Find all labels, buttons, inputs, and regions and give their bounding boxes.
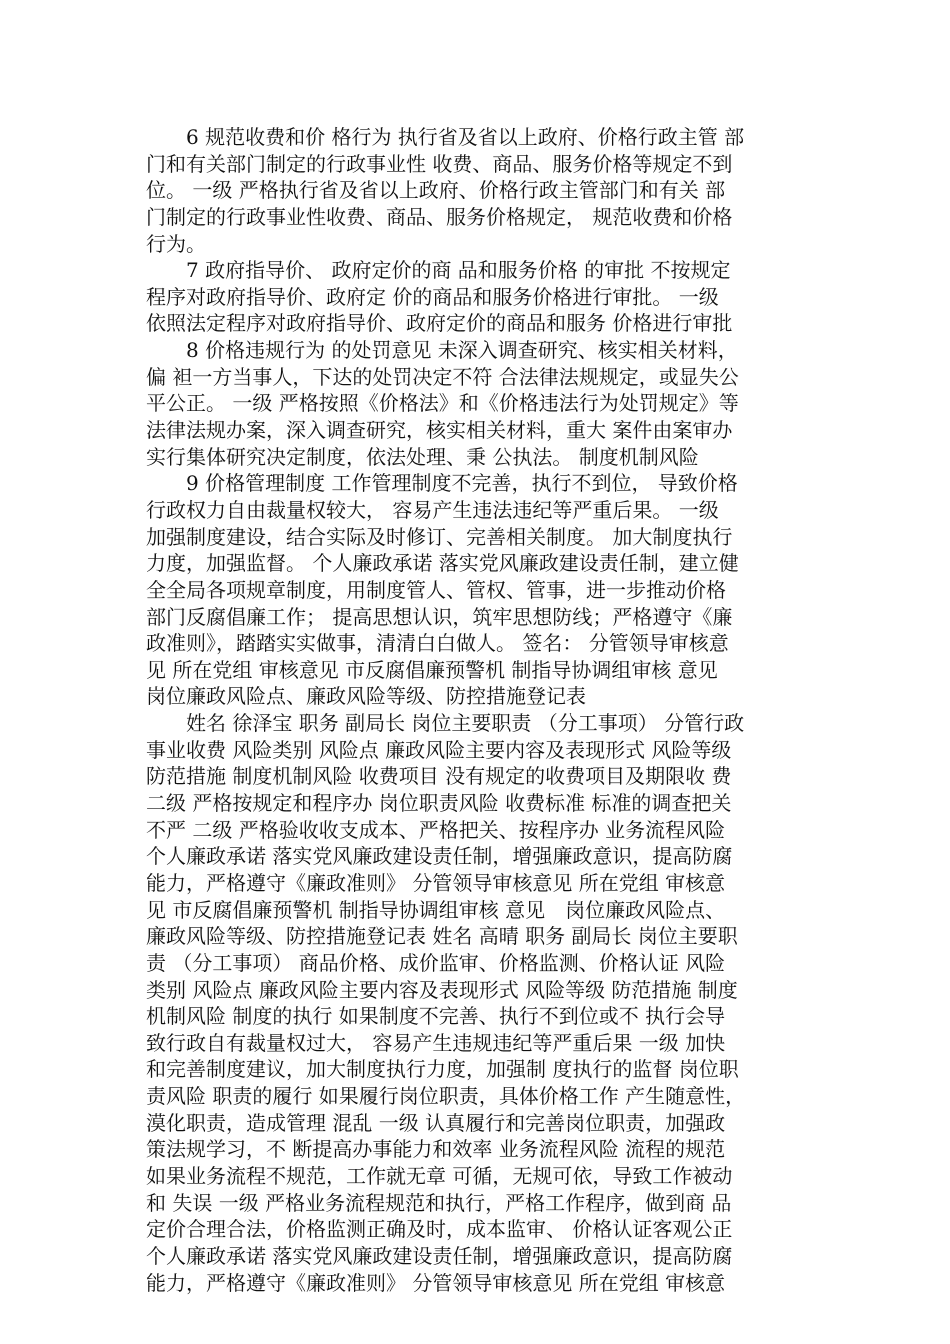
- text-line: 个人廉政承诺 落实党风廉政建设责任制，增强廉政意识，提高防腐: [146, 1243, 733, 1268]
- text-line: 漠化职责，造成管理 混乱 一级 认真履行和完善岗位职责，加强政: [146, 1110, 726, 1135]
- text-line: 全全局各项规章制度，用制度管人、管权、管事，进一步推动价格: [146, 577, 726, 602]
- text-line: 个人廉政承诺 落实党风廉政建设责任制，增强廉政意识，提高防腐: [146, 844, 733, 869]
- text-line: 能力，严格遵守《廉政准则》 分管领导审核意见 所在党组 审核意: [146, 870, 726, 895]
- text-line: 类别 风险点 廉政风险主要内容及表现形式 风险等级 防范措施 制度: [146, 977, 738, 1002]
- text-line: 不严 二级 严格验收收支成本、严格把关、按程序办 业务流程风险: [146, 817, 726, 842]
- text-line: 8 价格违规行为 的处罚意见 未深入调查研究、核实相关材料，: [146, 338, 738, 363]
- text-line: 责风险 职责的履行 如果履行岗位职责，具体价格工作 产生随意性，: [146, 1084, 746, 1109]
- text-line: 7 政府指导价、 政府定价的商 品和服务价格 的审批 不按规定: [146, 258, 731, 283]
- text-line: 廉政风险等级、防控措施登记表 姓名 高晴 职务 副局长 岗位主要职: [146, 924, 738, 949]
- text-line: 和 失误 一级 严格业务流程规范和执行，严格工作程序，做到商 品: [146, 1190, 732, 1215]
- text-line: 致行政自有裁量权过大， 容易产生违规违纪等严重后果 一级 加快: [146, 1030, 726, 1055]
- text-line: 平公正。 一级 严格按照《价格法》和《价格违法行为处罚规定》等: [146, 391, 739, 416]
- text-line: 姓名 徐泽宝 职务 副局长 岗位主要职责 （分工事项） 分管行政: [146, 711, 745, 736]
- text-line: 如果业务流程不规范，工作就无章 可循，无规可依，导致工作被动: [146, 1163, 733, 1188]
- document-body: [146, 124, 836, 1296]
- text-line: 偏 袒一方当事人，下达的处罚决定不符 合法律法规规定，或显失公: [146, 364, 739, 389]
- text-line: 位。 一级 严格执行省及省以上政府、价格行政主管部门和有关 部: [146, 178, 726, 203]
- text-line: 门制定的行政事业性收费、商品、服务价格规定， 规范收费和价格: [146, 204, 733, 229]
- text-line: 策法规学习，不 断提高办事能力和效率 业务流程风险 流程的规范: [146, 1137, 726, 1162]
- text-line: 见 市反腐倡廉预警机 制指导协调组审核 意见 岗位廉政风险点、: [146, 897, 726, 922]
- text-line: 行为。: [146, 231, 206, 256]
- text-line: 9 价格管理制度 工作管理制度不完善，执行不到位， 导致价格: [146, 471, 738, 496]
- text-line: 力度，加强监督。 个人廉政承诺 落实党风廉政建设责任制，建立健: [146, 551, 739, 576]
- text-line: 门和有关部门制定的行政事业性 收费、商品、服务价格等规定不到: [146, 151, 733, 176]
- text-line: 和完善制度建议，加大制度执行力度，加强制 度执行的监督 岗位职: [146, 1057, 739, 1082]
- text-line: 法律法规办案，深入调查研究，核实相关材料，重大 案件由案审办: [146, 418, 733, 443]
- text-line: 定价合理合法，价格监测正确及时，成本监审、 价格认证客观公正: [146, 1217, 733, 1242]
- text-line: 岗位廉政风险点、廉政风险等级、防控措施登记表: [146, 684, 586, 709]
- text-line: 事业收费 风险类别 风险点 廉政风险主要内容及表现形式 风险等级: [146, 737, 732, 762]
- text-line: 能力，严格遵守《廉政准则》 分管领导审核意见 所在党组 审核意: [146, 1270, 726, 1295]
- text-line: 二级 严格按规定和程序办 岗位职责风险 收费标准 标准的调查把关: [146, 791, 732, 816]
- text-line: 部门反腐倡廉工作； 提高思想认识，筑牢思想防线；严格遵守《廉: [146, 604, 733, 629]
- text-line: 责 （分工事项） 商品价格、成价监审、价格监测、价格认证 风险: [146, 950, 726, 975]
- text-line: 实行集体研究决定制度，依法处理、秉 公执法。 制度机制风险: [146, 444, 699, 469]
- text-line: 依照法定程序对政府指导价、政府定价的商品和服务 价格进行审批: [146, 311, 733, 336]
- text-line: 行政权力自由裁量权较大， 容易产生违法违纪等严重后果。 一级: [146, 497, 719, 522]
- text-line: 见 所在党组 审核意见 市反腐倡廉预警机 制指导协调组审核 意见: [146, 657, 718, 682]
- text-line: 防范措施 制度机制风险 收费项目 没有规定的收费项目及期限收 费: [146, 764, 732, 789]
- text-line: 政准则》，踏踏实实做事，清清白白做人。 签名： 分管领导审核意: [146, 631, 729, 656]
- text-line: 6 规范收费和价 格行为 执行省及省以上政府、价格行政主管 部: [146, 125, 745, 149]
- text-line: 机制风险 制度的执行 如果制度不完善、执行不到位或不 执行会导: [146, 1004, 726, 1029]
- text-line: 加强制度建设，结合实际及时修订、完善相关制度。 加大制度执行: [146, 524, 733, 549]
- text-line: 程序对政府指导价、政府定 价的商品和服务价格进行审批。 一级: [146, 284, 719, 309]
